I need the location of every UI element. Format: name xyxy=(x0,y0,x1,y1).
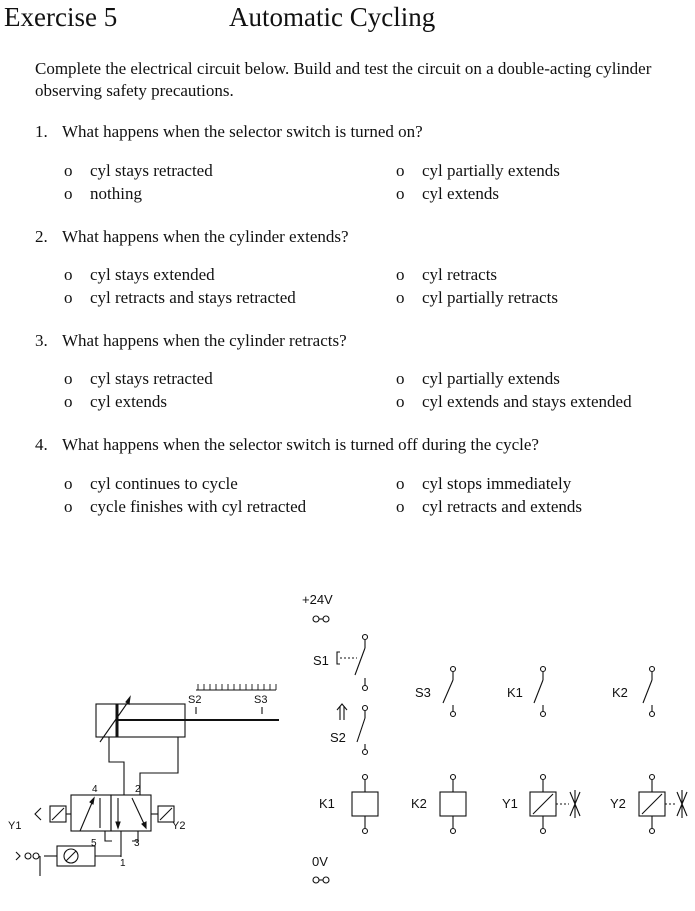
option-label: cyl stays retracted xyxy=(90,369,213,388)
option-label: cyl extends and stays extended xyxy=(422,392,632,411)
bullet: o xyxy=(64,369,73,388)
option-label: cyl partially extends xyxy=(422,161,560,180)
label-k1-contact: K1 xyxy=(507,685,523,700)
bullet: o xyxy=(64,392,73,411)
label-s2: S2 xyxy=(330,730,346,745)
option-label: nothing xyxy=(90,184,142,203)
question-text: What happens when the cylinder retracts? xyxy=(62,331,347,350)
label-port-2: 2 xyxy=(135,784,141,795)
air-supply-unit xyxy=(16,846,121,876)
option-label: cyl stays extended xyxy=(90,265,215,284)
question-number: 2. xyxy=(35,227,48,246)
label-cyl-s2: S2 xyxy=(188,694,202,706)
relay-contact-k1 xyxy=(534,667,546,717)
bullet: o xyxy=(64,184,73,203)
question-number: 3. xyxy=(35,331,48,350)
label-y1-coil: Y1 xyxy=(502,796,518,811)
selector-switch-s1 xyxy=(337,635,368,691)
option-label: cyl partially retracts xyxy=(422,288,558,307)
solenoid-y2 xyxy=(639,775,687,834)
question-number: 1. xyxy=(35,122,48,141)
option-label: cyl extends xyxy=(90,392,167,411)
bullet: o xyxy=(64,265,73,284)
bullet: o xyxy=(64,161,73,180)
question-text: What happens when the cylinder extends? xyxy=(62,227,349,246)
question-number: 4. xyxy=(35,435,48,454)
bullet: o xyxy=(396,184,405,203)
directional-valve xyxy=(35,795,174,857)
label-y2-valve: Y2 xyxy=(172,820,186,832)
intro-text: Complete the electrical circuit below. Build and test the circuit on a double-acting cylinder observing safety precautions. xyxy=(35,59,652,100)
label-k2-coil: K2 xyxy=(411,796,427,811)
bullet: o xyxy=(396,161,405,180)
option-label: cyl stops immediately xyxy=(422,474,572,493)
bullet: o xyxy=(396,288,405,307)
label-k2-contact: K2 xyxy=(612,685,628,700)
option-label: cyl extends xyxy=(422,184,499,203)
limit-switch-s3 xyxy=(443,667,456,717)
solenoid-y1 xyxy=(530,775,580,834)
bullet: o xyxy=(64,497,73,516)
label-port-1: 1 xyxy=(120,858,126,869)
option-label: cyl partially extends xyxy=(422,369,560,388)
bullet: o xyxy=(396,392,405,411)
option-label: cyl retracts and extends xyxy=(422,497,583,516)
page-title: Automatic Cycling xyxy=(229,2,436,32)
option-label: cyl continues to cycle xyxy=(90,474,238,493)
label-supply-positive: +24V xyxy=(302,592,333,607)
bullet: o xyxy=(396,474,405,493)
label-cyl-s3: S3 xyxy=(254,694,268,706)
option-label: cyl retracts xyxy=(422,265,498,284)
exercise-number: Exercise 5 xyxy=(4,2,118,32)
label-port-4: 4 xyxy=(92,784,98,795)
bullet: o xyxy=(64,474,73,493)
bullet: o xyxy=(396,265,405,284)
pneumatic-cylinder xyxy=(96,684,279,742)
question-text: What happens when the selector switch is turned off during the cycle? xyxy=(62,435,539,454)
label-k1-coil: K1 xyxy=(319,796,335,811)
relay-contact-k2 xyxy=(643,667,655,717)
label-s3: S3 xyxy=(415,685,431,700)
relay-coil-k1 xyxy=(352,775,378,834)
option-label: cyl retracts and stays retracted xyxy=(90,288,296,307)
label-s1: S1 xyxy=(313,653,329,668)
relay-coil-k2 xyxy=(440,775,466,834)
bullet: o xyxy=(396,497,405,516)
label-y1-valve: Y1 xyxy=(8,820,22,832)
label-port-3: 3 xyxy=(134,838,140,849)
bullet: o xyxy=(64,288,73,307)
bullet: o xyxy=(396,369,405,388)
option-label: cyl stays retracted xyxy=(90,161,213,180)
label-supply-negative: 0V xyxy=(312,854,328,869)
question-text: What happens when the selector switch is turned on? xyxy=(62,122,423,141)
label-y2-coil: Y2 xyxy=(610,796,626,811)
option-label: cycle finishes with cyl retracted xyxy=(90,497,307,516)
label-port-5: 5 xyxy=(91,838,97,849)
